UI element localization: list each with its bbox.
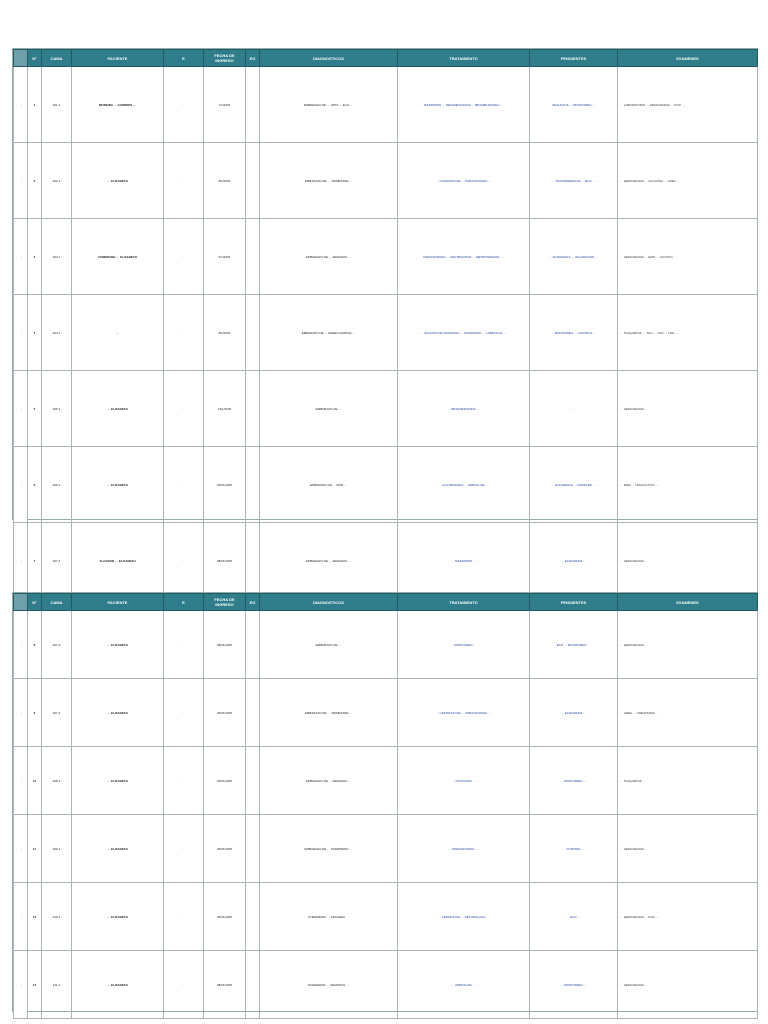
col-tratamiento: TRATAMIENTO [398, 594, 530, 611]
table-row [14, 951, 758, 1019]
side-label [14, 371, 28, 447]
side-label [14, 611, 28, 679]
bed-cell: 203-1 [42, 219, 72, 295]
treatment-cell: … BETAMETASONA … [398, 371, 530, 447]
col-edad: E [164, 594, 204, 611]
bed-cell: 206-1 [42, 447, 72, 523]
age-cell: … [164, 883, 204, 951]
treatment-cell: … CLINDAMICINA … PARACETAMOL … [398, 143, 530, 219]
exams-cell: … UREA … CREATININA … [618, 679, 758, 747]
side-label [14, 219, 28, 295]
side-label-text: … [18, 179, 23, 182]
diagnosis-cell: EMBARAZO DE … [260, 371, 398, 447]
admission-date: 09/01/2025 [204, 447, 246, 523]
diagnosis-cell: EMBARAZO DE … [260, 611, 398, 679]
side-label [14, 679, 28, 747]
treatment-cell: … MONITOREO … [398, 611, 530, 679]
table-row [14, 447, 758, 523]
patient-rows-1 [14, 67, 758, 599]
eg-cell [246, 815, 260, 883]
col-eg: EG [246, 594, 260, 611]
row-number: 12 [28, 883, 42, 951]
exams-cell: … HEMOGRAMA … [618, 371, 758, 447]
table-row [14, 815, 758, 883]
table-row [14, 523, 758, 599]
col-diagnosticos: DIAGNOSTICOS [260, 50, 398, 67]
side-label [14, 295, 28, 371]
col-examenes: EXAMENES [618, 50, 758, 67]
exams-cell: … PLAQUETAS … [618, 747, 758, 815]
eg-cell [246, 295, 260, 371]
bed-cell: 207-3 [42, 679, 72, 747]
side-label [14, 815, 28, 883]
diagnosis-cell: EMBARAZO DE … SEMANAS … [260, 747, 398, 815]
table-row [14, 611, 758, 679]
side-label [14, 951, 28, 1019]
diagnosis-cell: EMBARAZO DE … TRIMESTRE … [260, 679, 398, 747]
exams-cell: … HEMOGRAMA … [618, 611, 758, 679]
bed-cell: 208-1 [42, 747, 72, 815]
table-row [14, 747, 758, 815]
table-row [14, 883, 758, 951]
exams-cell: … LABORATORIO … HEMOGRAMA … PCR … [618, 67, 758, 143]
eg-cell [246, 371, 260, 447]
admission-date: 08/01/2025 [204, 611, 246, 679]
table-row [14, 295, 758, 371]
age-cell: … [164, 143, 204, 219]
pending-cell: … ECOGRAFIA … VALORACION … [530, 219, 618, 295]
patient-name: … ELIZABETH [72, 611, 164, 679]
diagnosis-cell: EMBARAZO DE … SEMANAS … [260, 219, 398, 295]
eg-cell [246, 883, 260, 951]
age-cell: … [164, 679, 204, 747]
col-pendientes: PENDIENTES [530, 50, 618, 67]
patient-name: … ELIZABETH [72, 371, 164, 447]
col-pendientes: PENDIENTES [530, 594, 618, 611]
patient-name: ALCOCER … ELIZABETH [72, 523, 164, 599]
row-number: 6 [28, 447, 42, 523]
pending-cell: ECO … MONITOREO … [530, 611, 618, 679]
exams-cell: … PLAQUETAS … TGO … TGP … LDH … [618, 295, 758, 371]
age-cell: … [164, 611, 204, 679]
bed-cell: 204-1 [42, 295, 72, 371]
row-number: 9 [28, 679, 42, 747]
pending-cell: … ECO … [530, 883, 618, 951]
side-label [14, 523, 28, 599]
side-header [14, 50, 28, 67]
col-fecha-ingreso: FECHA DE INGRESO [204, 594, 246, 611]
col-tratamiento: TRATAMIENTO [398, 50, 530, 67]
census-sheet-1 [12, 48, 758, 563]
age-cell: … [164, 523, 204, 599]
eg-cell [246, 67, 260, 143]
side-label-text: … [18, 643, 23, 646]
treatment-cell: NIFEDIPINO … DEXAMETASONA … BETAMETASONA … [398, 67, 530, 143]
col-fecha-ingreso: FECHA DE INGRESO [204, 50, 246, 67]
row-number: 1 [28, 67, 42, 143]
col-cama: CAMA [42, 50, 72, 67]
row-number: 11 [28, 815, 42, 883]
age-cell: … [164, 951, 204, 1019]
treatment-cell: … CLOTRIMAZOL … AMPICILINA … [398, 447, 530, 523]
admission-date: 8/1/2025 [204, 295, 246, 371]
admission-date: 08/01/2025 [204, 951, 246, 1019]
pending-cell: … ECOGRAFIA … DOPPLER … [530, 447, 618, 523]
admission-date: 09/01/2025 [204, 747, 246, 815]
diagnosis-cell: PUERPERIO … CESAREA … [260, 883, 398, 951]
side-header [14, 594, 28, 611]
col-n: N° [28, 594, 42, 611]
patient-name: … ELIZABETH [72, 883, 164, 951]
diagnosis-cell: EMBARAZO DE … PUERPERIO … [260, 815, 398, 883]
bed-cell: 205-1 [42, 371, 72, 447]
table-row [14, 67, 758, 143]
col-n: N° [28, 50, 42, 67]
table-row [14, 679, 758, 747]
admission-date: 05/01/2025 [204, 883, 246, 951]
header-row [14, 50, 758, 67]
header-row [14, 594, 758, 611]
side-label-text: … [18, 847, 23, 850]
diagnosis-cell: EMBARAZO DE … TRIMESTRE … [260, 143, 398, 219]
row-number: 10 [28, 747, 42, 815]
exams-cell: … HEMOGRAMA … EMO … CULTIVO … [618, 219, 758, 295]
eg-cell [246, 447, 260, 523]
patient-name: ZAMBRANO … ELIZABETH [72, 219, 164, 295]
patient-table-2 [13, 593, 758, 1019]
age-cell: … [164, 371, 204, 447]
side-label-text: … [18, 407, 23, 410]
patient-name: … ELIZABETH [72, 951, 164, 1019]
col-eg: EG [246, 50, 260, 67]
treatment-cell: … OXITOCINA … [398, 747, 530, 815]
pending-cell: … [530, 371, 618, 447]
col-edad: E [164, 50, 204, 67]
row-number: 13 [28, 951, 42, 1019]
col-cama: CAMA [42, 594, 72, 611]
exams-cell: … HEMOGRAMA … [618, 815, 758, 883]
exams-cell: … HEMOGRAMA … [618, 951, 758, 1019]
diagnosis-cell: EMBARAZO DE … RPM … [260, 447, 398, 523]
treatment-cell: … CEFAZOLINA … KETOROLACO … [398, 883, 530, 951]
patient-name: … ELIZABETH [72, 143, 164, 219]
side-label [14, 447, 28, 523]
col-paciente: PACIENTE [72, 50, 164, 67]
side-label-text: … [18, 331, 23, 334]
diagnosis-cell: EMBARAZO DE … PREECLAMPSIA … [260, 295, 398, 371]
bed-cell: 210-1 [42, 883, 72, 951]
admission-date: 09/01/2025 [204, 815, 246, 883]
side-label [14, 143, 28, 219]
treatment-cell: … CEFTRIAXONA … PARACETAMOL … [398, 679, 530, 747]
table-row [14, 143, 758, 219]
diagnosis-cell: EMBARAZO DE …, RPM … ECO … [260, 67, 398, 143]
admission-date: 7/1/2025 [204, 67, 246, 143]
age-cell: … [164, 67, 204, 143]
bed-cell: 209-1 [42, 815, 72, 883]
col-diagnosticos: DIAGNOSTICOS [260, 594, 398, 611]
bed-cell: 207-1 [42, 523, 72, 599]
pending-cell: … TRANSFERENCIA … ECO … [530, 143, 618, 219]
patient-name: MOREIRA … CHIRINOS … [72, 67, 164, 143]
eg-cell [246, 679, 260, 747]
side-label-text: … [18, 483, 23, 486]
patient-name: … ELIZABETH [72, 447, 164, 523]
age-cell: … [164, 219, 204, 295]
col-examenes: EXAMENES [618, 594, 758, 611]
treatment-cell: PARACETAMOL … CEFTRIAXONA … METRONIDAZOL … [398, 219, 530, 295]
col-paciente: PACIENTE [72, 594, 164, 611]
exams-cell: … EMO … UROCULTIVO … [618, 447, 758, 523]
row-number: 5 [28, 371, 42, 447]
admission-date: 09/01/2025 [204, 679, 246, 747]
eg-cell [246, 523, 260, 599]
admission-date: 08/01/2025 [204, 523, 246, 599]
eg-cell [246, 143, 260, 219]
pending-cell: … ECOGRAFIA … [530, 679, 618, 747]
row-number: 2 [28, 143, 42, 219]
row-number: 3 [28, 219, 42, 295]
exams-cell: … HEMOGRAMA … [618, 523, 758, 599]
patient-name: … ELIZABETH [72, 747, 164, 815]
treatment-cell: … NIFEDIPINO … [398, 523, 530, 599]
eg-cell [246, 611, 260, 679]
treatment-cell: … PARACETAMOL … [398, 815, 530, 883]
patient-rows-2 [14, 611, 758, 1019]
side-label-text: … [18, 559, 23, 562]
patient-name: … ELIZABETH [72, 815, 164, 883]
admission-date: 6/1/2025 [204, 219, 246, 295]
bed-cell: 211-1 [42, 951, 72, 1019]
pending-cell: … MONITOREO … [530, 951, 618, 1019]
diagnosis-cell: EMBARAZO DE … SEMANAS … [260, 523, 398, 599]
eg-cell [246, 951, 260, 1019]
side-label [14, 747, 28, 815]
age-cell: … [164, 815, 204, 883]
pending-cell: VIGILANCIA … MONITOREO … [530, 67, 618, 143]
age-cell: … [164, 447, 204, 523]
pending-cell: … MONITOREO … CONTROL … [530, 295, 618, 371]
pending-cell: … ECOGRAFIA … [530, 523, 618, 599]
exams-cell: … HEMOGRAMA … PCR … [618, 883, 758, 951]
side-label-text: … [18, 711, 23, 714]
side-label-text: … [18, 779, 23, 782]
side-label-text: … [18, 915, 23, 918]
patient-table-1 [13, 49, 758, 599]
diagnosis-cell: PUERPERIO … SEMANAS … [260, 951, 398, 1019]
exams-cell: … HEMOGRAMA … GLUCOSA … UREA … [618, 143, 758, 219]
side-label-text: … [18, 255, 23, 258]
patient-name: … [72, 295, 164, 371]
age-cell: … [164, 295, 204, 371]
pending-cell: … CONTROL … [530, 815, 618, 883]
eg-cell [246, 219, 260, 295]
row-number: 7 [28, 523, 42, 599]
bed-cell: 201-1 [42, 67, 72, 143]
side-label [14, 67, 28, 143]
pending-cell: … MONITOREO … [530, 747, 618, 815]
admission-date: 13/1/2025 [204, 371, 246, 447]
side-label-text: … [18, 103, 23, 106]
admission-date: 8/1/2025 [204, 143, 246, 219]
patient-name: … ELIZABETH [72, 679, 164, 747]
census-sheet-2 [12, 592, 758, 1012]
age-cell: … [164, 747, 204, 815]
eg-cell [246, 747, 260, 815]
row-number: 4 [28, 295, 42, 371]
treatment-cell: … AMPICILINA … [398, 951, 530, 1019]
treatment-cell: … SULFATO DE MAGNESIO … NIFEDIPINO … LABETALOL … [398, 295, 530, 371]
bed-cell: 207-2 [42, 611, 72, 679]
bed-cell: 202-1 [42, 143, 72, 219]
side-label [14, 883, 28, 951]
table-row [14, 219, 758, 295]
table-row [14, 371, 758, 447]
side-label-text: … [18, 983, 23, 986]
row-number: 8 [28, 611, 42, 679]
